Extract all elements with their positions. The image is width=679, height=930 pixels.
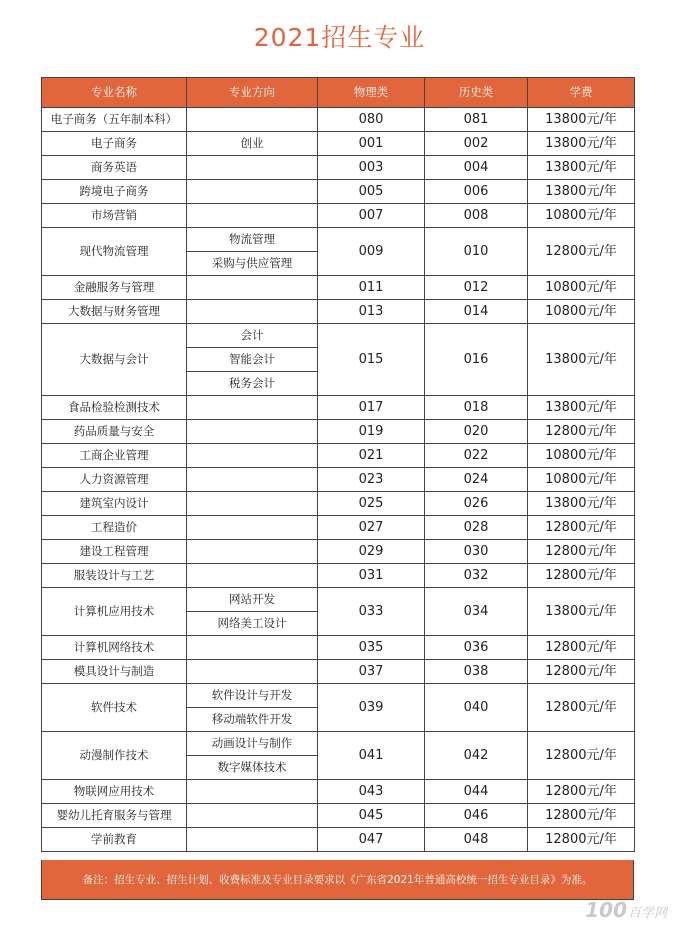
major-name-cell: 工商企业管理 <box>42 444 187 468</box>
major-name-cell: 婴幼儿托育服务与管理 <box>42 804 187 828</box>
major-direction-cell <box>187 420 318 444</box>
major-direction-cell <box>187 156 318 180</box>
tuition-cell: 13800元/年 <box>528 132 635 156</box>
tuition-cell: 13800元/年 <box>528 324 635 396</box>
major-name-cell: 跨境电子商务 <box>42 180 187 204</box>
tuition-cell: 13800元/年 <box>528 180 635 204</box>
major-direction-cell: 采购与供应管理 <box>187 252 318 276</box>
table-row <box>42 636 635 660</box>
history-code-cell: 036 <box>425 636 528 660</box>
tuition-cell: 12800元/年 <box>528 660 635 684</box>
table-row <box>42 684 635 708</box>
table-row <box>42 324 635 348</box>
tuition-cell: 13800元/年 <box>528 492 635 516</box>
major-direction-cell <box>187 660 318 684</box>
tuition-cell: 13800元/年 <box>528 588 635 636</box>
major-direction-cell: 创业 <box>187 132 318 156</box>
history-code-cell: 042 <box>425 732 528 780</box>
physics-code-cell: 011 <box>318 276 425 300</box>
table-row <box>42 204 635 228</box>
table-row <box>42 180 635 204</box>
major-direction-cell <box>187 180 318 204</box>
table-row <box>42 156 635 180</box>
physics-code-cell: 023 <box>318 468 425 492</box>
major-direction-cell: 数字媒体技术 <box>187 756 318 780</box>
table-header-row <box>42 78 635 108</box>
history-code-cell: 016 <box>425 324 528 396</box>
header-physics-code: 物理类 <box>318 78 425 108</box>
major-direction-cell: 网络美工设计 <box>187 612 318 636</box>
history-code-cell: 024 <box>425 468 528 492</box>
major-direction-cell: 物流管理 <box>187 228 318 252</box>
physics-code-cell: 045 <box>318 804 425 828</box>
major-name-cell: 建筑室内设计 <box>42 492 187 516</box>
major-direction-cell <box>187 204 318 228</box>
physics-code-cell: 005 <box>318 180 425 204</box>
watermark-logo: 100 <box>585 898 627 922</box>
table-row <box>42 444 635 468</box>
physics-code-cell: 003 <box>318 156 425 180</box>
major-name-cell: 药品质量与安全 <box>42 420 187 444</box>
history-code-cell: 028 <box>425 516 528 540</box>
major-direction-cell: 会计 <box>187 324 318 348</box>
major-direction-cell <box>187 780 318 804</box>
tuition-cell: 13800元/年 <box>528 108 635 132</box>
physics-code-cell: 025 <box>318 492 425 516</box>
physics-code-cell: 033 <box>318 588 425 636</box>
major-direction-cell: 软件设计与开发 <box>187 684 318 708</box>
major-name-cell: 市场营销 <box>42 204 187 228</box>
tuition-cell: 10800元/年 <box>528 204 635 228</box>
major-direction-cell <box>187 516 318 540</box>
tuition-cell: 10800元/年 <box>528 468 635 492</box>
tuition-cell: 12800元/年 <box>528 228 635 276</box>
physics-code-cell: 047 <box>318 828 425 852</box>
tuition-cell: 13800元/年 <box>528 396 635 420</box>
history-code-cell: 032 <box>425 564 528 588</box>
physics-code-cell: 035 <box>318 636 425 660</box>
history-code-cell: 010 <box>425 228 528 276</box>
major-name-cell: 服装设计与工艺 <box>42 564 187 588</box>
physics-code-cell: 019 <box>318 420 425 444</box>
tuition-cell: 12800元/年 <box>528 804 635 828</box>
major-direction-cell <box>187 444 318 468</box>
tuition-cell: 10800元/年 <box>528 276 635 300</box>
major-name-cell: 食品检验检测技术 <box>42 396 187 420</box>
major-name-cell: 学前教育 <box>42 828 187 852</box>
table-row <box>42 420 635 444</box>
tuition-cell: 12800元/年 <box>528 828 635 852</box>
history-code-cell: 014 <box>425 300 528 324</box>
tuition-cell: 12800元/年 <box>528 780 635 804</box>
history-code-cell: 012 <box>425 276 528 300</box>
major-direction-cell <box>187 108 318 132</box>
footnote: 备注：招生专业、招生计划、收费标准及专业目录要求以《广东省2021年普通高校统一招生专业目录》为准。 <box>41 860 634 900</box>
major-direction-cell <box>187 468 318 492</box>
table-row <box>42 468 635 492</box>
history-code-cell: 048 <box>425 828 528 852</box>
table-row <box>42 780 635 804</box>
major-direction-cell: 税务会计 <box>187 372 318 396</box>
table-row <box>42 132 635 156</box>
history-code-cell: 006 <box>425 180 528 204</box>
table-row <box>42 516 635 540</box>
physics-code-cell: 080 <box>318 108 425 132</box>
major-direction-cell <box>187 396 318 420</box>
major-direction-cell <box>187 564 318 588</box>
tuition-cell: 12800元/年 <box>528 516 635 540</box>
history-code-cell: 002 <box>425 132 528 156</box>
history-code-cell: 081 <box>425 108 528 132</box>
tuition-cell: 12800元/年 <box>528 564 635 588</box>
site-watermark <box>585 898 667 922</box>
major-direction-cell: 移动端软件开发 <box>187 708 318 732</box>
major-name-cell: 软件技术 <box>42 684 187 732</box>
major-name-cell: 计算机网络技术 <box>42 636 187 660</box>
physics-code-cell: 021 <box>318 444 425 468</box>
table-row <box>42 300 635 324</box>
major-direction-cell <box>187 540 318 564</box>
history-code-cell: 022 <box>425 444 528 468</box>
major-name-cell: 电子商务（五年制本科） <box>42 108 187 132</box>
physics-code-cell: 041 <box>318 732 425 780</box>
major-name-cell: 电子商务 <box>42 132 187 156</box>
major-name-cell: 大数据与会计 <box>42 324 187 396</box>
major-name-cell: 人力资源管理 <box>42 468 187 492</box>
table-row <box>42 804 635 828</box>
major-name-cell: 建设工程管理 <box>42 540 187 564</box>
table-row <box>42 588 635 612</box>
tuition-cell: 10800元/年 <box>528 300 635 324</box>
physics-code-cell: 013 <box>318 300 425 324</box>
major-name-cell: 金融服务与管理 <box>42 276 187 300</box>
table-row <box>42 228 635 252</box>
major-direction-cell: 智能会计 <box>187 348 318 372</box>
major-name-cell: 计算机应用技术 <box>42 588 187 636</box>
major-name-cell: 动漫制作技术 <box>42 732 187 780</box>
watermark-text: 百学网 <box>627 906 667 921</box>
header-tuition: 学费 <box>528 78 635 108</box>
major-direction-cell <box>187 492 318 516</box>
table-row <box>42 108 635 132</box>
physics-code-cell: 043 <box>318 780 425 804</box>
history-code-cell: 040 <box>425 684 528 732</box>
tuition-cell: 12800元/年 <box>528 420 635 444</box>
physics-code-cell: 029 <box>318 540 425 564</box>
major-direction-cell <box>187 636 318 660</box>
history-code-cell: 030 <box>425 540 528 564</box>
physics-code-cell: 007 <box>318 204 425 228</box>
major-name-cell: 现代物流管理 <box>42 228 187 276</box>
major-direction-cell: 网站开发 <box>187 588 318 612</box>
history-code-cell: 026 <box>425 492 528 516</box>
major-direction-cell <box>187 804 318 828</box>
physics-code-cell: 017 <box>318 396 425 420</box>
tuition-cell: 12800元/年 <box>528 540 635 564</box>
history-code-cell: 046 <box>425 804 528 828</box>
history-code-cell: 004 <box>425 156 528 180</box>
table-row <box>42 828 635 852</box>
major-name-cell: 大数据与财务管理 <box>42 300 187 324</box>
history-code-cell: 034 <box>425 588 528 636</box>
major-direction-cell: 动画设计与制作 <box>187 732 318 756</box>
physics-code-cell: 031 <box>318 564 425 588</box>
tuition-cell: 13800元/年 <box>528 156 635 180</box>
table-row <box>42 540 635 564</box>
tuition-cell: 12800元/年 <box>528 684 635 732</box>
table-row <box>42 732 635 756</box>
physics-code-cell: 001 <box>318 132 425 156</box>
physics-code-cell: 039 <box>318 684 425 732</box>
tuition-cell: 12800元/年 <box>528 732 635 780</box>
major-direction-cell <box>187 300 318 324</box>
physics-code-cell: 027 <box>318 516 425 540</box>
physics-code-cell: 015 <box>318 324 425 396</box>
physics-code-cell: 037 <box>318 660 425 684</box>
history-code-cell: 020 <box>425 420 528 444</box>
table-row <box>42 396 635 420</box>
table-row <box>42 276 635 300</box>
history-code-cell: 018 <box>425 396 528 420</box>
major-direction-cell <box>187 828 318 852</box>
physics-code-cell: 009 <box>318 228 425 276</box>
tuition-cell: 12800元/年 <box>528 636 635 660</box>
header-history-code: 历史类 <box>425 78 528 108</box>
history-code-cell: 038 <box>425 660 528 684</box>
majors-table <box>41 77 635 852</box>
table-row <box>42 492 635 516</box>
history-code-cell: 044 <box>425 780 528 804</box>
major-name-cell: 商务英语 <box>42 156 187 180</box>
header-major-direction: 专业方向 <box>187 78 318 108</box>
table-row <box>42 660 635 684</box>
major-direction-cell <box>187 276 318 300</box>
header-major-name: 专业名称 <box>42 78 187 108</box>
page-title: 2021招生专业 <box>253 23 426 52</box>
history-code-cell: 008 <box>425 204 528 228</box>
major-name-cell: 工程造价 <box>42 516 187 540</box>
tuition-cell: 10800元/年 <box>528 444 635 468</box>
major-name-cell: 模具设计与制造 <box>42 660 187 684</box>
table-row <box>42 564 635 588</box>
major-name-cell: 物联网应用技术 <box>42 780 187 804</box>
